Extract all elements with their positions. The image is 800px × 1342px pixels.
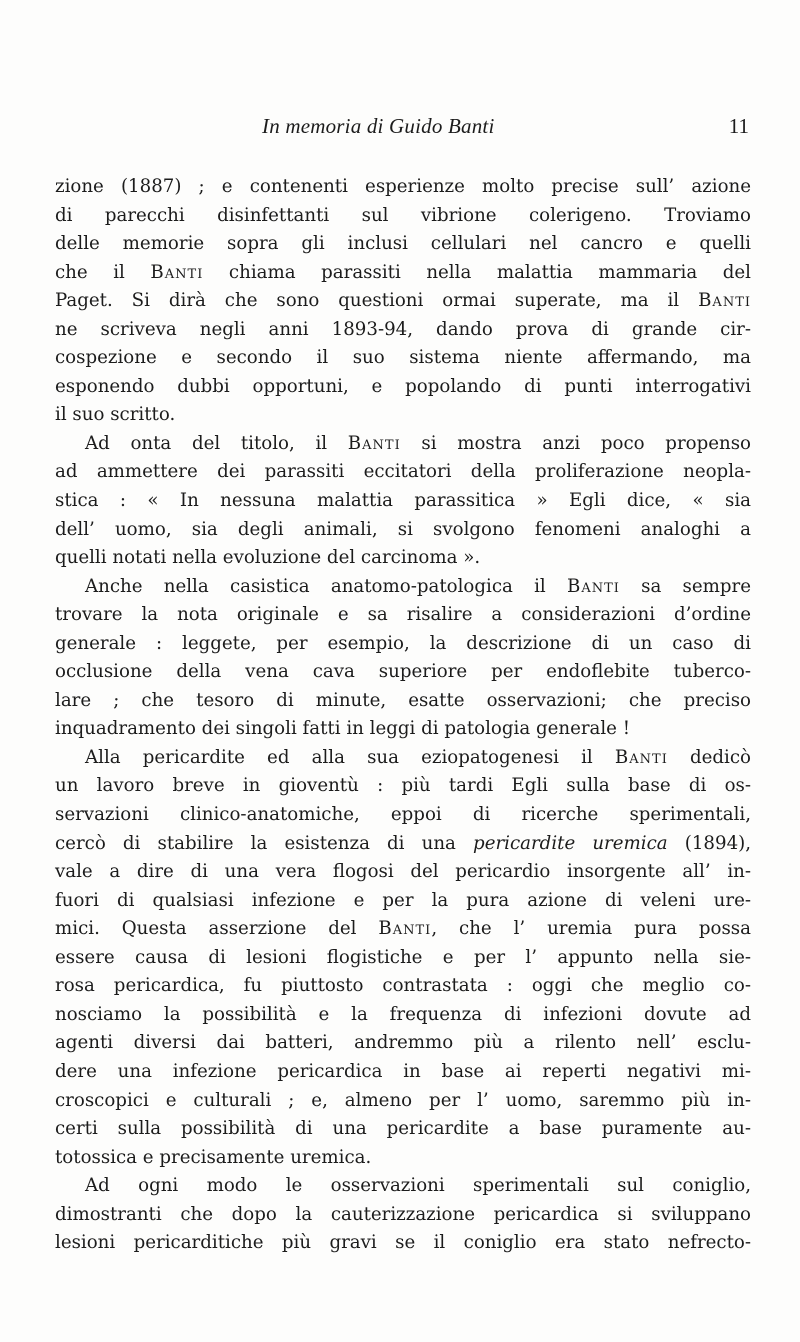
- italic-term: pericardite uremica: [473, 832, 668, 854]
- page-number: 11: [728, 114, 749, 138]
- body-text: [55, 173, 751, 1258]
- text-line: generale : leggete, per esempio, la descrizione di un caso di: [55, 632, 751, 654]
- text-line: trovare la nota originale e sa risalire a considerazioni d’ordine: [55, 604, 751, 626]
- text-line: dimostranti che dopo la cauterizzazione pericardica si sviluppano: [55, 1203, 751, 1225]
- text-line: Paget. Si dirà che sono questioni ormai superate, ma il Banti: [55, 290, 751, 312]
- text-line: dere una infezione pericardica in base ai reperti negativi mi-: [55, 1060, 751, 1082]
- author-name: Banti: [698, 290, 751, 312]
- text-line: inquadramento dei singoli fatti in leggi di patologia generale !: [55, 718, 631, 740]
- text-line: stica : « In nessuna malattia parassitica » Egli dice, « sia: [55, 490, 751, 512]
- text-line: quelli notati nella evoluzione del carcinoma ».: [55, 547, 481, 569]
- text-line: lesioni pericarditiche più gravi se il coniglio era stato nefrecto-: [55, 1232, 751, 1254]
- author-name: Banti: [150, 261, 204, 283]
- text-line: mici. Questa asserzione del Banti, che l’ uremia pura possa: [55, 918, 751, 940]
- text-line: zione (1887) ; e contenenti esperienze molto precise sull’ azione: [55, 176, 751, 197]
- text-line: dell’ uomo, sia degli animali, si svolgono fenomeni analoghi a: [55, 518, 751, 540]
- text-line: croscopici e culturali ; e, almeno per l’ uomo, saremmo più in-: [55, 1089, 751, 1111]
- text-line: totossica e precisamente uremica.: [55, 1146, 372, 1168]
- text-line: un lavoro breve in gioventù : più tardi Egli sulla base di os-: [55, 775, 751, 797]
- running-title: In memoria di Guido Banti: [262, 114, 495, 138]
- author-name: Banti: [347, 432, 401, 454]
- text-line: lare ; che tesoro di minute, esatte osservazioni; che preciso: [55, 689, 751, 711]
- text-line: certi sulla possibilità di una pericardite a base puramente au-: [55, 1118, 751, 1140]
- text-line: cospezione e secondo il suo sistema niente affermando, ma: [55, 347, 751, 369]
- author-name: Banti: [566, 575, 620, 597]
- text-line: occlusione della vena cava superiore per endoflebite tuberco-: [55, 661, 751, 683]
- text-line: vale a dire di una vera flogosi del pericardio insorgente all’ in-: [55, 861, 751, 883]
- text-line: che il Banti chiama parassiti nella malattia mammaria del: [55, 261, 751, 283]
- paragraph-start: Anche nella casistica anatomo-patologica il Banti sa sempre: [85, 575, 752, 597]
- text-line: rosa pericardica, fu piuttosto contrastata : oggi che meglio co-: [55, 975, 751, 997]
- text-line: agenti diversi dai batteri, andremmo più a rilento nell’ esclu-: [55, 1032, 751, 1054]
- text-line: delle memorie sopra gli inclusi cellulari nel cancro e quelli: [55, 233, 751, 255]
- text-line: essere causa di lesioni flogistiche e per l’ appunto nella sie-: [55, 946, 751, 968]
- text-line: ad ammettere dei parassiti eccitatori della proliferazione neopla-: [55, 461, 751, 483]
- author-name: Banti: [378, 918, 432, 940]
- text-line: esponendo dubbi opportuni, e popolando di punti interrogativi: [55, 375, 751, 397]
- running-header: [0, 114, 800, 144]
- text-line: il suo scritto.: [55, 404, 176, 426]
- text-line: nosciamo la possibilità e la frequenza di infezioni dovute ad: [55, 1003, 751, 1025]
- text-line: ne scriveva negli anni 1893-94, dando prova di grande cir-: [55, 318, 751, 340]
- text-line: di parecchi disinfettanti sul vibrione colerigeno. Troviamo: [55, 204, 751, 226]
- paragraph-start: Ad onta del titolo, il Banti si mostra anzi poco propenso: [85, 432, 751, 454]
- text-line: cercò di stabilire la esistenza di una pericardite uremica (1894),: [55, 832, 752, 854]
- text-line: servazioni clinico-anatomiche, eppoi di ricerche sperimentali,: [55, 804, 751, 826]
- paragraph-start: Ad ogni modo le osservazioni sperimentali sul coniglio,: [85, 1175, 751, 1197]
- text-line: fuori di qualsiasi infezione e per la pura azione di veleni ure-: [55, 889, 751, 911]
- author-name: Banti: [614, 746, 668, 768]
- paragraph-start: Alla pericardite ed alla sua eziopatogenesi il Banti dedicò: [85, 746, 751, 768]
